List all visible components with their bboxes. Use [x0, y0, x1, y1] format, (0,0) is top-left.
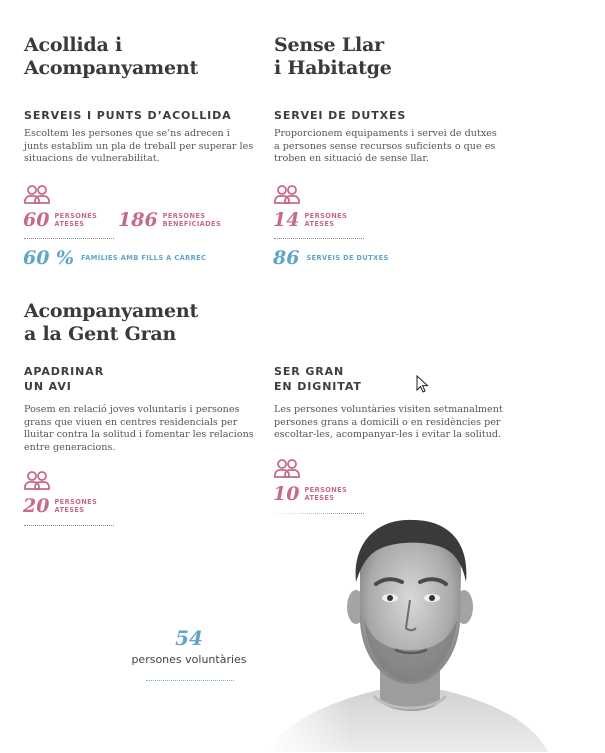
body-line: junts establim un pla de treball per superar les [24, 140, 254, 152]
section-title-sense-llar [274, 34, 392, 80]
stat-value: 10 [273, 483, 300, 505]
dotted-divider [24, 238, 114, 239]
section-sense-llar [274, 34, 392, 80]
stat-label-line: ATESES [54, 220, 85, 228]
stat-label: SERVEIS DE DUTXES [306, 254, 389, 262]
stat-label-line: ATESES [304, 220, 335, 228]
stat-persones-ateses [273, 210, 347, 230]
title-line-2: i Habitatge [274, 57, 392, 79]
stat-label-line: PERSONES [304, 212, 348, 220]
body-line: situacions de vulnerabilitat. [24, 153, 160, 164]
stat-value: 186 [118, 209, 158, 231]
subtitle-line: SER GRAN [274, 365, 345, 378]
body-line: Escoltem les persones que se’ns adrecen i [24, 128, 230, 139]
subtitle-dutxes: SERVEI DE DUTXES [274, 109, 407, 122]
body-line: Les persones voluntàries visiten setmanalment [274, 404, 503, 415]
stat-label [304, 212, 347, 228]
stat-persones-ateses [23, 210, 97, 230]
stat-persones-ateses [273, 484, 347, 504]
dotted-divider [146, 680, 234, 681]
dotted-divider [274, 238, 364, 239]
stat-families [23, 248, 206, 268]
people-icon [24, 470, 50, 490]
stat-value: 60 [23, 209, 50, 231]
volunteers-label: persones voluntàries [131, 653, 247, 666]
section-acollida [24, 34, 198, 80]
body-apadrinar [24, 404, 264, 454]
title-line-2: a la Gent Gran [24, 323, 177, 345]
stat-value: 20 [23, 495, 50, 517]
dotted-divider [24, 525, 114, 526]
mouse-pointer-icon [416, 375, 430, 393]
stat-label [54, 212, 97, 228]
stat-value: 86 [273, 247, 300, 269]
title-line-1: Acompanyament [24, 300, 199, 322]
subtitle-line: EN DIGNITAT [274, 380, 362, 393]
man-portrait-photo [268, 512, 548, 752]
body-line: grans que viuen en centres residencials per [24, 416, 238, 428]
stat-label-line: ATESES [304, 494, 335, 502]
stat-persones-beneficiades [118, 210, 221, 230]
section-gent-gran [24, 300, 198, 346]
body-line: entre generacions. [24, 441, 116, 453]
body-line: a persones sense recursos suficients o que es [274, 140, 496, 152]
stat-label-line: ATESES [54, 506, 85, 514]
stat-persones-ateses [23, 496, 97, 516]
subtitle-ser-gran [274, 364, 362, 394]
stat-label-line: PERSONES [54, 498, 98, 506]
stat-label-line: PERSONES [162, 212, 206, 220]
body-ser-gran [274, 404, 524, 442]
people-icon [274, 458, 300, 478]
stat-serveis-dutxes [273, 248, 389, 268]
body-line: troben en situació de sense llar. [274, 153, 429, 164]
body-line: Posem en relació joves voluntaris i persones [24, 404, 240, 415]
people-icon [274, 184, 300, 204]
stat-value: 60 % [23, 247, 75, 269]
volunteers-count: 54 [175, 626, 203, 650]
body-sense-llar [274, 128, 514, 166]
stat-label-line: PERSONES [304, 486, 348, 494]
body-line: escoltar-les, acompanyar-les i evitar la solitud. [274, 429, 502, 440]
stat-label [163, 212, 221, 228]
title-line-1: Sense Llar [274, 34, 384, 56]
subtitle-line: UN AVI [24, 380, 72, 393]
title-line-1: Acollida i [24, 34, 123, 56]
subtitle-serveis: SERVEIS I PUNTS D’ACOLLIDA [24, 109, 232, 122]
body-line: persones grans a domicili o en residències per [274, 416, 501, 428]
body-line: Proporcionem equipaments i servei de dutxes [274, 128, 497, 139]
stat-label: FAMÍLIES AMB FILLS A CÀRREC [81, 254, 207, 262]
stat-label [304, 486, 347, 502]
section-title-gent-gran [24, 300, 198, 346]
subtitle-apadrinar [24, 364, 104, 394]
stat-label-line: PERSONES [54, 212, 98, 220]
stat-label [54, 498, 97, 514]
people-icon [24, 184, 50, 204]
section-title-acollida [24, 34, 198, 80]
body-acollida [24, 128, 260, 166]
subtitle-line: APADRINAR [24, 365, 105, 378]
body-line: lluitar contra la solitud i fomentar les relacions [24, 429, 254, 440]
stat-label-line: BENEFICIADES [162, 220, 222, 228]
stat-value: 14 [273, 209, 300, 231]
title-line-2: Acompanyament [24, 57, 199, 79]
